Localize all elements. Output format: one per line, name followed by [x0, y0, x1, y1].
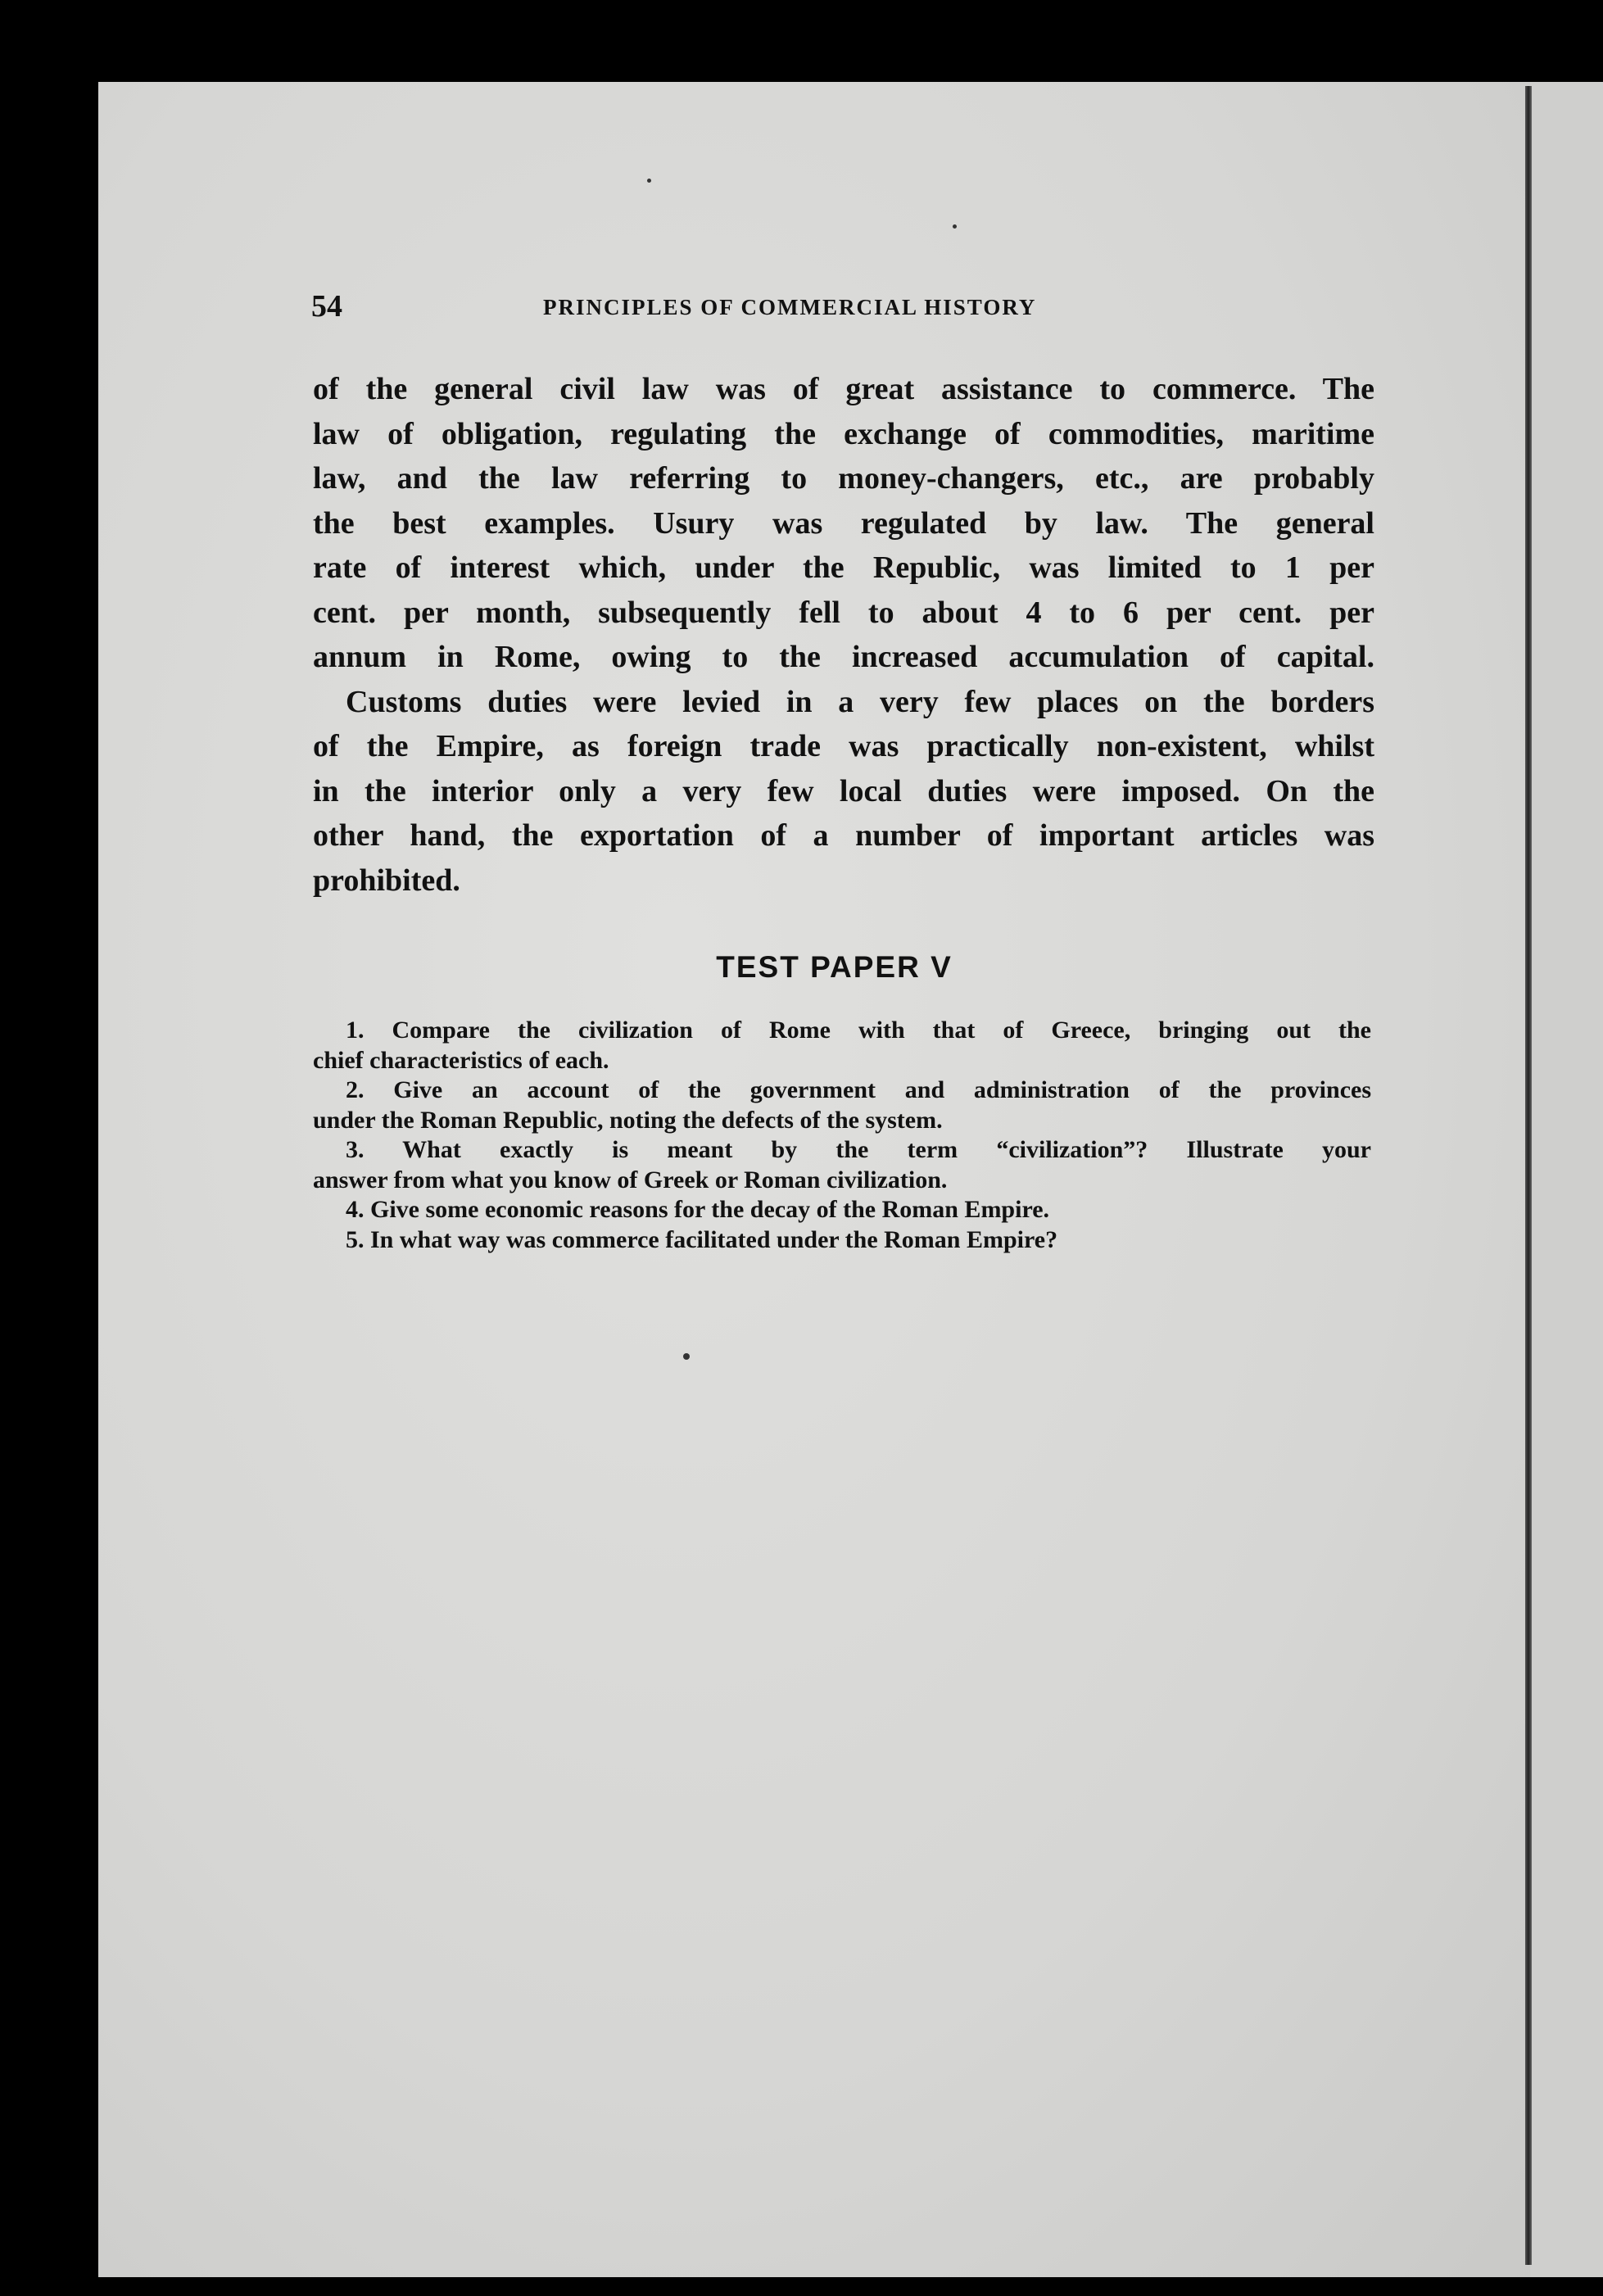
text-line: 1. Compare the civilization of Rome with that of Greece, bringing out the	[346, 1017, 1371, 1044]
book-gutter	[1525, 86, 1532, 2265]
text-line: chief characteristics of each.	[313, 1046, 609, 1074]
scan-speck	[683, 1353, 690, 1360]
text-line: under the Roman Republic, noting the defects of the system.	[313, 1106, 943, 1134]
running-head: PRINCIPLES OF COMMERCIAL HISTORY	[543, 295, 1037, 319]
text-line: annum in Rome, owing to the increased accumulation of capital.	[313, 640, 1374, 674]
text-line: 3. What exactly is meant by the term “civilization”? Illustrate your	[346, 1136, 1371, 1163]
question-item	[313, 1225, 1371, 1256]
text-line: the best examples. Usury was regulated by law. The general	[313, 505, 1374, 541]
question-item	[313, 1076, 1371, 1135]
text-line: 2. Give an account of the government and administration of the provinces	[346, 1076, 1371, 1103]
text-line: other hand, the exportation of a number of important articles was	[313, 818, 1374, 853]
text-line: answer from what you know of Greek or Roman civilization.	[313, 1166, 948, 1193]
question-item	[313, 1016, 1371, 1076]
facing-page-edge	[1530, 82, 1603, 2277]
section-title: TEST PAPER V	[716, 950, 953, 984]
text-line: 4. Give some economic reasons for the decay of the Roman Empire.	[346, 1196, 1050, 1223]
question-item	[313, 1135, 1371, 1195]
text-line: 5. In what way was commerce facilitated under the Roman Empire?	[346, 1225, 1058, 1253]
text-line: in the interior only a very few local duties were imposed. On the	[313, 773, 1374, 808]
text-line: law of obligation, regulating the exchange of commodities, maritime	[313, 416, 1374, 451]
text-line: prohibited.	[313, 863, 460, 898]
page-header	[311, 288, 1376, 329]
text-line: law, and the law referring to money-changers, etc., are probably	[313, 461, 1374, 496]
scan-speck	[953, 224, 957, 229]
paragraph	[313, 680, 1374, 903]
body-text	[313, 367, 1374, 903]
text-line: of the Empire, as foreign trade was practically non-existent, whilst	[313, 729, 1374, 763]
page-number: 54	[311, 289, 342, 324]
text-line: cent. per month, subsequently fell to about 4 to 6 per cent. per	[313, 595, 1374, 630]
paragraph	[313, 367, 1374, 680]
text-line: Customs duties were levied in a very few places on the borders	[346, 684, 1374, 719]
scan-speck	[647, 179, 651, 183]
text-line: rate of interest which, under the Republic, was limited to 1 per	[313, 550, 1374, 585]
question-list	[313, 1016, 1371, 1255]
question-item	[313, 1195, 1371, 1225]
text-line: of the general civil law was of great assistance to commerce. The	[313, 372, 1374, 406]
